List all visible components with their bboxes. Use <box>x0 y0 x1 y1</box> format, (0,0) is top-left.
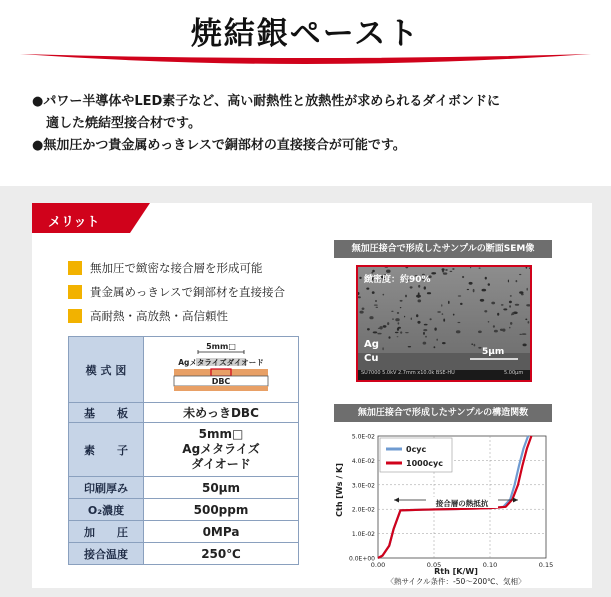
sem-pore <box>436 339 438 341</box>
x-tick-label: 0.10 <box>482 561 498 569</box>
sem-pore <box>508 280 509 283</box>
sem-pore <box>516 280 518 282</box>
table-key: 素 子 <box>69 423 144 477</box>
sem-footer-info: SU7000 5.0kV 2.7mm x10.0k BSE-HU <box>361 370 455 376</box>
sem-pore <box>512 312 515 315</box>
sem-pore <box>509 301 512 304</box>
y-tick-label: 5.0E-02 <box>351 433 375 441</box>
table-row <box>69 403 299 423</box>
sem-pore <box>367 328 370 330</box>
sem-pore <box>424 286 426 289</box>
sem-pore <box>418 285 420 288</box>
merit-item-text: 無加圧で緻密な接合層を形成可能 <box>90 261 263 275</box>
chart-caption: 〈熱サイクル条件：-50～200℃、気相〉 <box>386 577 526 586</box>
chart-header: 無加圧接合で形成したサンプルの構造関数 <box>334 404 552 422</box>
table-row <box>69 521 299 543</box>
sem-pore <box>482 289 487 292</box>
table-row <box>69 337 299 403</box>
sem-pore <box>442 313 444 315</box>
sem-cu-label: Cu <box>364 353 379 364</box>
sem-pore <box>400 331 402 333</box>
table-key: 接合温度 <box>69 543 144 565</box>
sem-pore <box>395 332 399 333</box>
sem-pore <box>469 282 473 285</box>
sem-pore <box>387 322 389 325</box>
sem-pore <box>430 318 432 320</box>
y-tick-label: 0.0E+00 <box>349 555 375 563</box>
sem-pore <box>359 277 361 279</box>
sem-pore <box>379 326 382 329</box>
sem-pore <box>479 268 481 269</box>
table-value-line: ダイオード <box>191 457 251 471</box>
sem-pore <box>484 310 487 312</box>
sem-pore <box>411 317 412 320</box>
sem-pore <box>437 311 441 312</box>
sem-pore <box>525 319 527 321</box>
x-tick-label: 0.05 <box>426 561 442 569</box>
table-key: 加 圧 <box>69 521 144 543</box>
sem-pore <box>374 305 378 306</box>
sem-pore <box>410 286 413 288</box>
sem-pore <box>418 299 422 302</box>
sem-pore <box>360 311 364 314</box>
sem-pore <box>460 303 463 305</box>
table-key: 印刷厚み <box>69 477 144 499</box>
sem-pore <box>405 332 409 333</box>
y-tick-label: 2.0E-02 <box>351 506 375 514</box>
sem-pore <box>391 311 393 312</box>
sem-pore <box>362 308 365 310</box>
sem-pore <box>416 295 421 298</box>
sem-pore <box>493 325 495 327</box>
sem-pore <box>416 314 418 317</box>
square-bullet-icon <box>68 261 82 275</box>
table-row <box>69 499 299 521</box>
sem-pore <box>500 329 504 331</box>
sem-scale-label: 5μm <box>482 347 505 357</box>
table-value: 50μm <box>144 477 299 499</box>
merit-list <box>68 256 285 328</box>
sem-ag-label: Ag <box>364 339 379 350</box>
sem-pore <box>450 271 453 272</box>
table-value: 250℃ <box>144 543 299 565</box>
sem-pore <box>434 346 436 348</box>
sem-pore <box>485 277 487 280</box>
y-tick-label: 1.0E-02 <box>351 531 375 539</box>
sem-pore <box>398 327 401 329</box>
sem-pore <box>467 289 469 290</box>
sem-pore <box>519 334 522 335</box>
square-bullet-icon <box>68 285 82 299</box>
sem-pore <box>434 328 436 331</box>
merit-item <box>68 256 285 280</box>
sem-pore <box>382 347 383 350</box>
sem-density-label: 緻密度：約90% <box>364 275 431 285</box>
legend-label: 0cyc <box>406 445 427 454</box>
sem-pore <box>397 336 399 337</box>
x-axis-label: Rth [K/W] <box>434 567 478 576</box>
sem-pore <box>497 313 499 316</box>
sem-pore <box>369 316 373 319</box>
sem-pore <box>408 346 411 347</box>
sem-pore <box>474 344 476 347</box>
sem-pore <box>388 336 390 339</box>
annotation-text: 接合層の熱抵抗 <box>435 499 489 508</box>
sem-pore <box>427 292 431 294</box>
sem-pore <box>452 268 454 270</box>
sem-footer-scale: 5.00μm <box>504 370 524 376</box>
y-tick-label: 4.0E-02 <box>351 457 375 465</box>
sem-pore <box>503 308 507 310</box>
table-value: 未めっきDBC <box>144 403 299 423</box>
table-value-line: Agメタライズ <box>182 442 260 456</box>
x-tick-label: 0.15 <box>538 561 554 569</box>
table-row <box>69 543 299 565</box>
sem-pore <box>478 331 482 334</box>
sem-pore <box>488 283 490 286</box>
sem-pore <box>458 295 461 296</box>
sem-pore <box>423 329 427 331</box>
table-value-line: 5mm□ <box>198 427 244 441</box>
sem-pore <box>510 295 512 297</box>
sem-pore <box>372 291 375 294</box>
sem-pore <box>398 322 400 324</box>
sem-pore <box>383 294 385 296</box>
table-key: O₂濃度 <box>69 499 144 521</box>
sem-pore <box>494 330 498 333</box>
table-value <box>144 423 299 477</box>
table-key: 基 板 <box>69 403 144 423</box>
table-value: 500ppm <box>144 499 299 521</box>
sem-pore <box>509 305 511 307</box>
x-tick-label: 0.00 <box>370 561 386 569</box>
sem-pore <box>400 307 401 308</box>
sem-pore <box>375 300 377 302</box>
sem-pore <box>509 327 510 329</box>
sem-pore <box>443 272 447 274</box>
sem-pore <box>510 322 512 325</box>
structure-function-chart <box>334 426 564 586</box>
sem-pore <box>443 319 445 322</box>
sem-pore <box>457 322 460 323</box>
sem-pore <box>431 272 436 274</box>
sem-pore <box>400 300 403 302</box>
sem-pore <box>462 276 464 278</box>
sem-pore <box>404 316 405 318</box>
intro-bullet-2: ●無加圧かつ貴金属めっきレスで銅部材の直接接合が可能です。 <box>32 138 406 153</box>
sem-pore <box>528 321 530 324</box>
sem-pore <box>373 331 378 333</box>
sem-pore <box>456 330 461 333</box>
table-row <box>69 477 299 499</box>
page-title: 焼結銀ペースト <box>190 16 421 52</box>
sem-pore <box>377 333 381 335</box>
sem-pore <box>527 288 528 291</box>
sem-pore <box>448 301 450 304</box>
sem-pore <box>383 325 387 328</box>
sem-header: 無加圧接合で形成したサンプルの断面SEM像 <box>334 240 552 258</box>
merit-item-text: 貴金属めっきレスで銅部材を直接接合 <box>90 285 286 299</box>
legend-label: 1000cyc <box>406 459 443 468</box>
sem-pore <box>424 324 428 326</box>
sem-pore <box>392 318 394 320</box>
table-row <box>69 423 299 477</box>
sem-pore <box>515 304 519 306</box>
sem-image <box>356 265 532 382</box>
title-underline <box>0 48 611 72</box>
square-bullet-icon <box>68 309 82 323</box>
intro-bullet-1: ●パワー半導体やLED素子など、高い耐熱性と放熱性が求められるダイボンドに <box>32 94 501 109</box>
spec-table <box>68 336 299 565</box>
sem-pore <box>488 321 490 323</box>
structure-diagram-cell <box>144 337 299 403</box>
merit-item <box>68 304 285 328</box>
sem-pore <box>417 321 420 324</box>
intro-bullet-1-cont: 適した焼結型接合材です。 <box>46 116 201 131</box>
sem-pore <box>441 304 442 306</box>
sem-pore <box>473 289 475 292</box>
merit-item <box>68 280 285 304</box>
sem-pore <box>423 342 427 345</box>
table-key: 模 式 図 <box>69 337 144 403</box>
diagram-size-label: 5mm□ <box>206 342 236 351</box>
sem-pore <box>445 269 448 270</box>
sem-pore <box>376 307 379 308</box>
table-value: 0MPa <box>144 521 299 543</box>
merit-item-text: 高耐熱・高放熱・高信頼性 <box>90 309 228 323</box>
sem-pore <box>442 268 445 271</box>
sem-pore <box>423 332 425 335</box>
sem-pore <box>453 314 455 316</box>
sem-pore <box>519 274 521 275</box>
diagram-board-label: DBC <box>211 377 231 386</box>
intro-text <box>32 91 592 157</box>
sem-pore <box>405 295 407 298</box>
sem-pore <box>523 344 527 347</box>
sem-pore <box>442 342 446 344</box>
sem-pore <box>425 336 427 338</box>
sem-pore <box>471 343 473 345</box>
merit-label: メリット <box>48 215 100 230</box>
sem-pore <box>522 333 527 335</box>
sem-pore <box>395 318 399 321</box>
sem-pore <box>519 291 523 294</box>
sem-pore <box>491 302 495 305</box>
sem-pore <box>480 299 484 302</box>
sem-pore <box>366 288 369 290</box>
sem-pore <box>501 304 504 306</box>
diagram-chip-label: Agメタライズダイオード <box>178 358 264 367</box>
structure-diagram <box>146 338 296 398</box>
y-tick-label: 3.0E-02 <box>351 482 375 490</box>
sem-pore <box>397 312 399 313</box>
y-axis-label: Cth [Ws / K] <box>335 463 344 517</box>
